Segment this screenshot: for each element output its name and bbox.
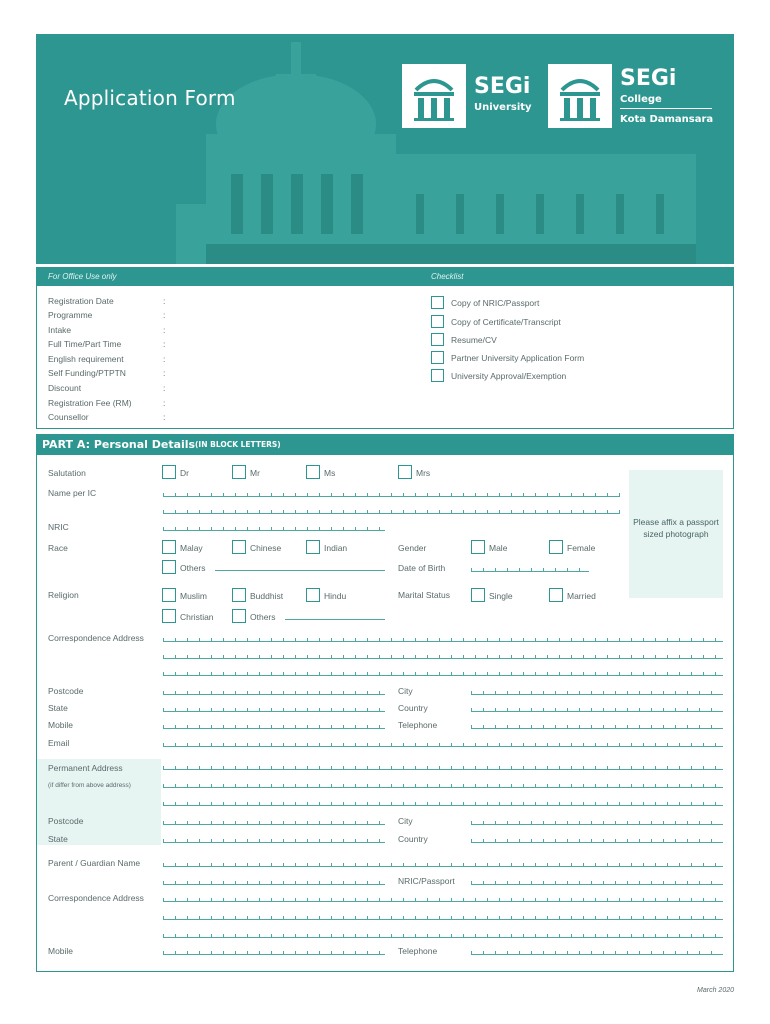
- checkbox[interactable]: [306, 465, 320, 479]
- state-field[interactable]: [163, 708, 385, 712]
- nric-passport-label: NRIC/Passport: [398, 876, 455, 886]
- correspondence-address-line-2[interactable]: [163, 655, 723, 659]
- guardian-telephone-field[interactable]: [471, 951, 723, 955]
- option-label: Malay: [180, 543, 203, 553]
- permanent-postcode-field[interactable]: [163, 821, 385, 825]
- gender-label: Gender: [398, 543, 427, 553]
- part-a-header: [37, 435, 733, 455]
- checkbox[interactable]: [431, 333, 444, 346]
- marital-label: Marital Status: [398, 590, 450, 600]
- part-a-personal-details: [36, 434, 734, 972]
- correspondence-address-label: Correspondence Address: [48, 633, 144, 643]
- option-label: Christian: [180, 612, 214, 622]
- email-label: Email: [48, 738, 70, 748]
- postcode-field[interactable]: [163, 691, 385, 695]
- option-label: Others: [180, 563, 206, 573]
- checkbox[interactable]: [232, 540, 246, 554]
- office-row-counsellor: Counsellor: [48, 412, 89, 422]
- correspondence-address-line-1[interactable]: [163, 638, 723, 642]
- footer-date: March 2020: [697, 987, 734, 994]
- city-field[interactable]: [471, 691, 723, 695]
- option-label: Buddhist: [250, 591, 284, 601]
- nric-label: NRIC: [48, 522, 69, 532]
- colon: :: [163, 310, 166, 320]
- checkbox[interactable]: [431, 296, 444, 309]
- office-row-funding: Self Funding/PTPTN: [48, 368, 126, 378]
- checklist-heading: Checklist: [431, 272, 464, 281]
- nric-field[interactable]: [163, 527, 385, 531]
- race-others-field[interactable]: [215, 570, 385, 571]
- brand-name-college: SEGi: [620, 66, 677, 91]
- option-label: Dr: [180, 468, 189, 478]
- name-field-line-1[interactable]: [163, 493, 620, 497]
- guardian-address-line-1[interactable]: [163, 898, 723, 902]
- dob-field[interactable]: [471, 568, 589, 572]
- guardian-nric-field[interactable]: [471, 881, 723, 885]
- checklist-label: University Approval/Exemption: [451, 371, 567, 381]
- brand-name-university: SEGi: [474, 74, 531, 99]
- colon: :: [163, 368, 166, 378]
- checkbox[interactable]: [549, 588, 563, 602]
- office-row-fee: Registration Fee (RM): [48, 398, 132, 408]
- segi-university-logo-icon: [402, 64, 466, 128]
- correspondence-address-line-3[interactable]: [163, 672, 723, 676]
- permanent-address-label: Permanent Address: [48, 763, 123, 773]
- checkbox[interactable]: [431, 315, 444, 328]
- colon: :: [163, 383, 166, 393]
- race-label: Race: [48, 543, 68, 553]
- checkbox[interactable]: [162, 560, 176, 574]
- guardian-name-line-1[interactable]: [163, 863, 723, 867]
- telephone-label: Telephone: [398, 720, 438, 730]
- permanent-address-note: (if differ from above address): [48, 782, 131, 789]
- option-label: Ms: [324, 468, 336, 478]
- checkbox[interactable]: [471, 588, 485, 602]
- brand-sub-university: University: [474, 102, 532, 113]
- option-label: Indian: [324, 543, 348, 553]
- country-label: Country: [398, 703, 428, 713]
- checklist-label: Resume/CV: [451, 335, 497, 345]
- office-row-registration-date: Registration Date: [48, 296, 114, 306]
- office-row-study-mode: Full Time/Part Time: [48, 339, 122, 349]
- photo-instruction: Please affix a passport sized photograph: [633, 517, 719, 539]
- postcode-label: Postcode: [48, 686, 84, 696]
- checkbox[interactable]: [306, 540, 320, 554]
- checklist-label: Copy of NRIC/Passport: [451, 298, 540, 308]
- email-field[interactable]: [163, 743, 723, 747]
- office-row-english: English requirement: [48, 354, 124, 364]
- option-label: Hindu: [324, 591, 347, 601]
- guardian-mobile-field[interactable]: [163, 951, 385, 955]
- city-label: City: [398, 686, 413, 696]
- permanent-city-field[interactable]: [471, 821, 723, 825]
- dob-label: Date of Birth: [398, 563, 446, 573]
- checklist-label: Copy of Certificate/Transcript: [451, 317, 561, 327]
- country-field[interactable]: [471, 708, 723, 712]
- checkbox[interactable]: [162, 588, 176, 602]
- religion-others-field[interactable]: [285, 619, 385, 620]
- permanent-state-field[interactable]: [163, 839, 385, 843]
- guardian-address-line-2[interactable]: [163, 916, 723, 920]
- option-label: Others: [250, 612, 276, 622]
- option-label: Mrs: [416, 468, 431, 478]
- photo-placeholder: [629, 470, 723, 598]
- office-use-heading: For Office Use only: [48, 272, 117, 281]
- guardian-address-label: Correspondence Address: [48, 893, 144, 903]
- permanent-country-field[interactable]: [471, 839, 723, 843]
- part-a-subtitle: (IN BLOCK LETTERS): [195, 440, 281, 449]
- segi-college-logo-icon: [548, 64, 612, 128]
- religion-label: Religion: [48, 590, 79, 600]
- checkbox[interactable]: [431, 351, 444, 364]
- colon: :: [163, 398, 166, 408]
- permanent-city-label: City: [398, 816, 413, 826]
- office-row-intake: Intake: [48, 325, 72, 335]
- colon: :: [163, 325, 166, 335]
- checkbox[interactable]: [162, 609, 176, 623]
- checklist-label: Partner University Application Form: [451, 353, 585, 363]
- office-use-section: [36, 267, 734, 429]
- permanent-postcode-label: Postcode: [48, 816, 84, 826]
- mobile-label: Mobile: [48, 720, 74, 730]
- checkbox[interactable]: [306, 588, 320, 602]
- guardian-name-label: Parent / Guardian Name: [48, 858, 141, 868]
- mobile-field[interactable]: [163, 725, 385, 729]
- colon: :: [163, 339, 166, 349]
- checkbox[interactable]: [431, 369, 444, 382]
- checkbox[interactable]: [162, 540, 176, 554]
- brand-sub-college: College: [620, 94, 662, 105]
- checkbox[interactable]: [398, 465, 412, 479]
- form-title: Application Form: [64, 86, 236, 110]
- checkbox[interactable]: [232, 588, 246, 602]
- option-label: Female: [567, 543, 596, 553]
- option-label: Mr: [250, 468, 260, 478]
- permanent-country-label: Country: [398, 834, 428, 844]
- part-a-title: PART A: Personal Details: [42, 438, 196, 451]
- name-field-line-2[interactable]: [163, 510, 620, 514]
- guardian-name-line-2[interactable]: [163, 881, 385, 885]
- option-label: Married: [567, 591, 596, 601]
- office-row-programme: Programme: [48, 310, 93, 320]
- checkbox[interactable]: [471, 540, 485, 554]
- telephone-field[interactable]: [471, 725, 723, 729]
- permanent-address-line-2[interactable]: [163, 784, 723, 788]
- option-label: Male: [489, 543, 508, 553]
- checkbox[interactable]: [232, 465, 246, 479]
- checkbox[interactable]: [549, 540, 563, 554]
- salutation-label: Salutation: [48, 468, 86, 478]
- office-row-discount: Discount: [48, 383, 82, 393]
- brand-divider: [620, 108, 712, 109]
- colon: :: [163, 354, 166, 364]
- colon: :: [163, 412, 166, 422]
- name-label: Name per IC: [48, 488, 97, 498]
- option-label: Chinese: [250, 543, 282, 553]
- colon: :: [163, 296, 166, 306]
- permanent-address-line-1[interactable]: [163, 766, 723, 770]
- checkbox[interactable]: [162, 465, 176, 479]
- guardian-mobile-label: Mobile: [48, 946, 74, 956]
- option-label: Muslim: [180, 591, 207, 601]
- office-use-header: [37, 268, 733, 286]
- permanent-address-line-3[interactable]: [163, 802, 723, 806]
- guardian-address-line-3[interactable]: [163, 934, 723, 938]
- form-header-banner: [36, 34, 734, 264]
- checkbox[interactable]: [232, 609, 246, 623]
- guardian-telephone-label: Telephone: [398, 946, 438, 956]
- state-label: State: [48, 703, 68, 713]
- permanent-state-label: State: [48, 834, 68, 844]
- brand-sub-campus: Kota Damansara: [620, 114, 714, 125]
- option-label: Single: [489, 591, 513, 601]
